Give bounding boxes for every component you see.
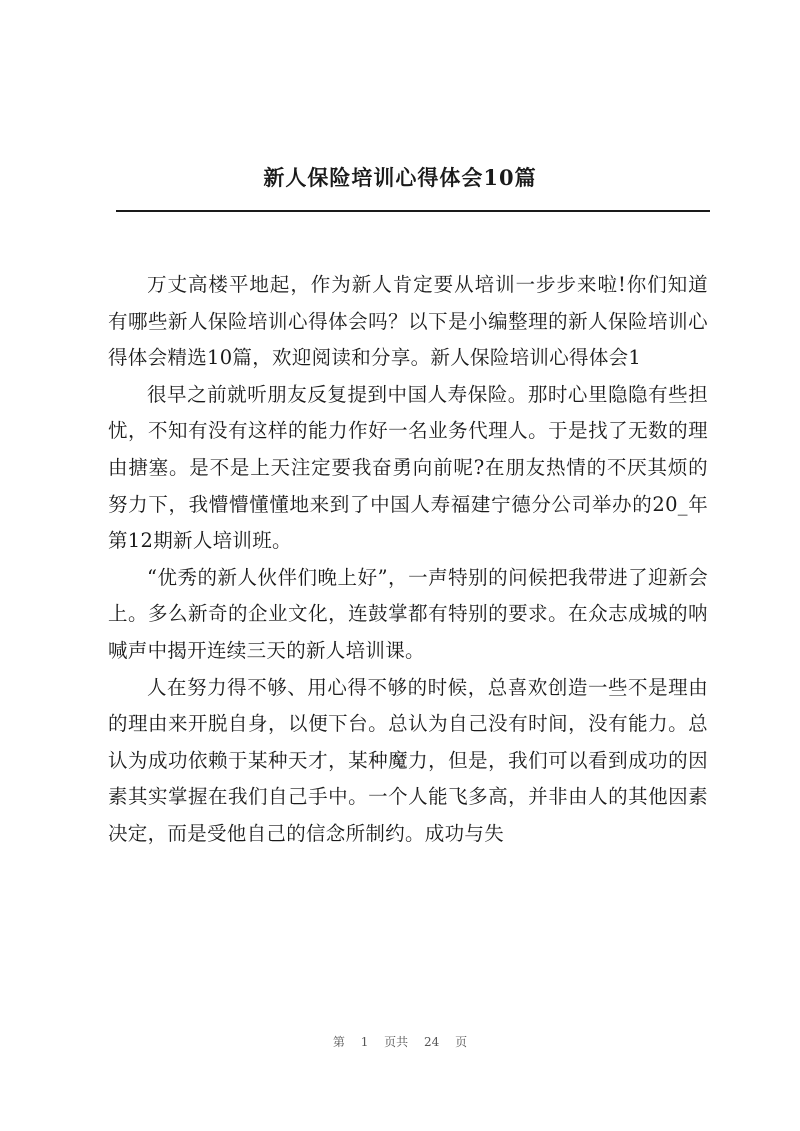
- paragraph-1: 很早之前就听朋友反复提到中国人寿保险。那时心里隐隐有些担忧，不知有没有这样的能力作好一名业务代理人。于是找了无数的理由搪塞。是不是上天注定要我奋勇向前呢?在朋友热情的不厌其烦的努力下，我懵懵懂懂地来到了中国人寿福建宁德分公司举办的20_年第12期新人培训班。: [108, 382, 708, 553]
- paragraph-3: 人在努力得不够、用心得不够的时候，总喜欢创造一些不是理由的理由来开脱自身，以便下台。总认为自己没有时间，没有能力。总认为成功依赖于某种天才，某种魔力，但是，我们可以看到成功的因素其实掌握在我们自己手中。一个人能飞多高，并非由人的其他因素决定，而是受他自己的信念所制约。成功与失: [108, 675, 708, 845]
- document-title: 新人保险培训心得体会10篇: [263, 165, 537, 190]
- footer-total-pages: 24: [424, 1035, 440, 1049]
- footer-middle: 页共: [384, 1035, 409, 1049]
- title-underline: [116, 210, 710, 212]
- footer-prefix: 第: [332, 1035, 345, 1049]
- paragraph-intro: 万丈高楼平地起，作为新人肯定要从培训一步步来啦!你们知道有哪些新人保险培训心得体会吗？以下是小编整理的新人保险培训心得体会精选10篇，欢迎阅读和分享。新人保险培训心得体会1: [108, 273, 708, 370]
- page-footer: [0, 1033, 800, 1050]
- document-body: [108, 267, 708, 853]
- footer-page-number: 1: [360, 1035, 369, 1049]
- paragraph-2: “优秀的新人伙伴们晚上好”，一声特别的问候把我带进了迎新会上。多么新奇的企业文化，连鼓掌都有特别的要求。在众志成城的呐喊声中揭开连续三天的新人培训课。: [108, 565, 708, 662]
- footer-suffix: 页: [455, 1035, 468, 1049]
